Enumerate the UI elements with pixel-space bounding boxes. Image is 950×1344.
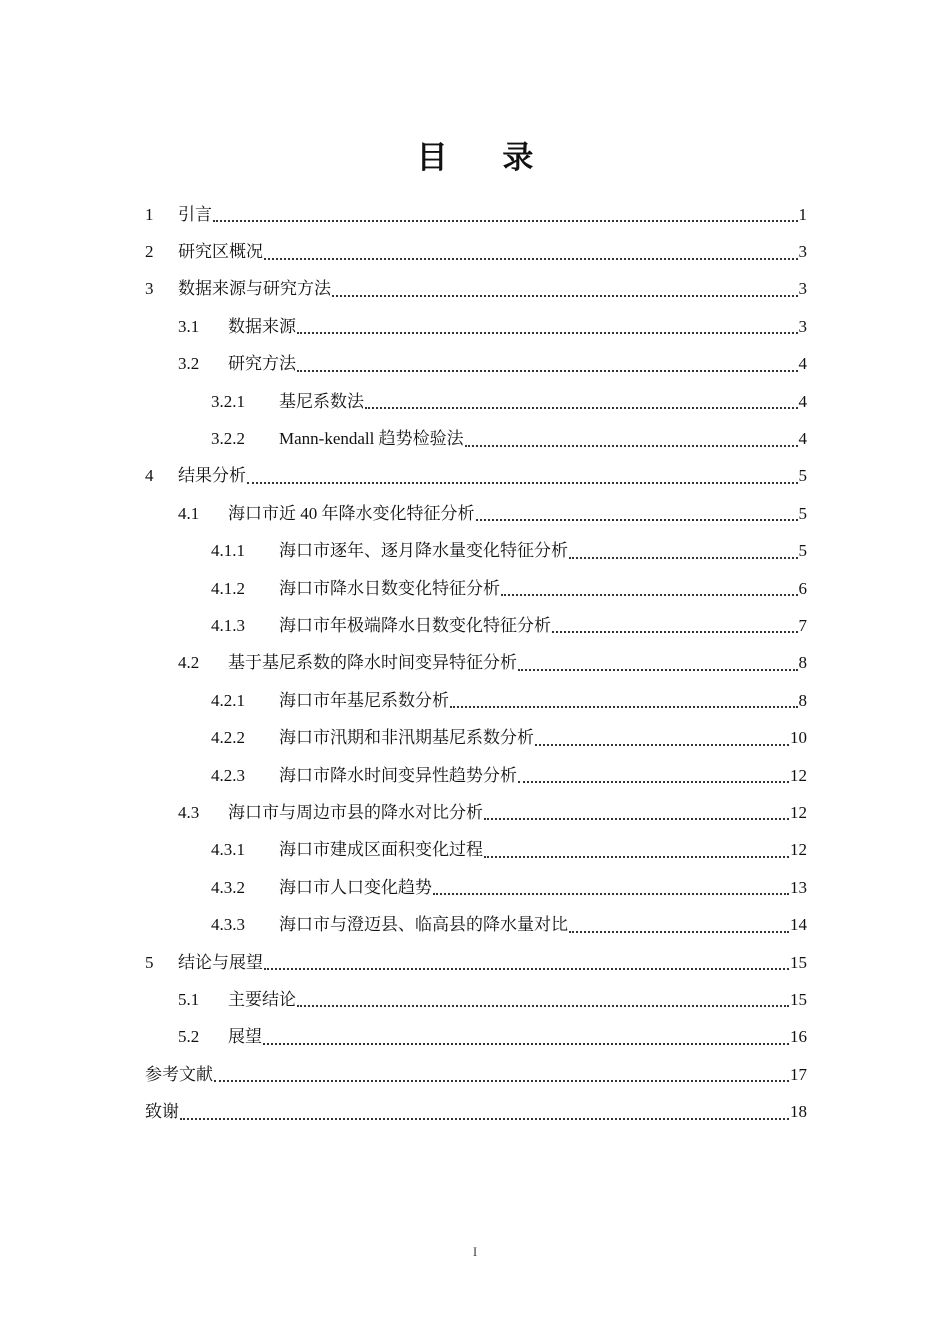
dot-leader — [465, 444, 798, 447]
toc-entry-page: 3 — [798, 279, 807, 299]
toc-entry-acknowledgements[interactable] — [145, 1093, 807, 1130]
toc-entry-page: 1 — [798, 204, 807, 224]
dot-leader — [518, 780, 789, 783]
toc-entry-title: 海口市汛期和非汛期基尼系数分析 — [279, 728, 534, 748]
toc-entry-page: 10 — [790, 728, 807, 748]
dot-leader — [518, 668, 798, 671]
toc-entry-number: 3 — [145, 279, 154, 299]
toc-entry-title: 海口市与澄迈县、临高县的降水量对比 — [279, 915, 568, 935]
toc-entry-title: 主要结论 — [228, 989, 296, 1009]
table-of-contents — [145, 196, 807, 1131]
toc-entry-number: 4.3.2 — [211, 877, 245, 897]
toc-entry-page: 15 — [790, 989, 807, 1009]
dot-leader — [433, 892, 789, 895]
toc-entry-title: 海口市年基尼系数分析 — [279, 690, 449, 710]
toc-entry-page: 13 — [790, 877, 807, 897]
toc-entry-number: 4.1.1 — [211, 541, 245, 561]
toc-entry-title: 数据来源与研究方法 — [178, 279, 331, 299]
dot-leader — [297, 1004, 789, 1007]
dot-leader — [263, 1042, 789, 1045]
toc-entry[interactable] — [145, 682, 807, 719]
toc-entry-page: 8 — [798, 690, 807, 710]
toc-entry-number: 4.3 — [178, 802, 200, 822]
toc-entry-page: 4 — [798, 354, 807, 374]
toc-entry[interactable] — [145, 420, 807, 457]
dot-leader — [247, 481, 798, 484]
toc-entry-title: 海口市建成区面积变化过程 — [279, 840, 483, 860]
toc-entry[interactable] — [145, 533, 807, 570]
toc-entry-page: 3 — [798, 316, 807, 336]
toc-entry[interactable] — [145, 794, 807, 831]
toc-entry-title: 海口市近 40 年降水变化特征分析 — [228, 503, 475, 523]
toc-entry-number: 4.2 — [178, 653, 200, 673]
toc-entry[interactable] — [145, 495, 807, 532]
toc-entry-number: 4.1.2 — [211, 578, 245, 598]
toc-entry-page: 6 — [798, 578, 807, 598]
toc-entry[interactable] — [145, 196, 807, 233]
toc-entry-title: 海口市与周边市县的降水对比分析 — [228, 802, 483, 822]
toc-entry-title: 研究区概况 — [178, 242, 263, 262]
toc-entry[interactable] — [145, 308, 807, 345]
dot-leader — [484, 817, 789, 820]
toc-entry[interactable] — [145, 607, 807, 644]
toc-entry[interactable] — [145, 645, 807, 682]
toc-entry-title: 基尼系数法 — [279, 391, 364, 411]
dot-leader — [535, 743, 789, 746]
toc-entry[interactable] — [145, 346, 807, 383]
toc-entry-title: 引言 — [178, 204, 212, 224]
toc-entry-page: 12 — [790, 840, 807, 860]
toc-entry-number: 4.2.3 — [211, 765, 245, 785]
dot-leader — [501, 593, 798, 596]
toc-entry-page: 18 — [790, 1102, 807, 1122]
toc-entry-page: 12 — [790, 765, 807, 785]
toc-entry[interactable] — [145, 719, 807, 756]
toc-entry[interactable] — [145, 906, 807, 943]
toc-entry-number: 5 — [145, 952, 154, 972]
toc-entry-title: 参考文献 — [145, 1064, 213, 1084]
toc-entry-number: 4.3.3 — [211, 915, 245, 935]
toc-entry-page: 3 — [798, 242, 807, 262]
toc-entry[interactable] — [145, 981, 807, 1018]
toc-entry-title: 海口市降水时间变异性趋势分析 — [279, 765, 517, 785]
dot-leader — [569, 556, 798, 559]
dot-leader — [450, 705, 798, 708]
toc-entry-page: 5 — [798, 466, 807, 486]
page-title: 目 录 — [416, 140, 556, 176]
toc-entry-number: 3.2.2 — [211, 429, 245, 449]
toc-entry-title: 海口市逐年、逐月降水量变化特征分析 — [279, 541, 568, 561]
toc-entry-number: 3.1 — [178, 316, 200, 336]
toc-entry[interactable] — [145, 832, 807, 869]
toc-entry-title: 结论与展望 — [178, 952, 263, 972]
toc-entry-page: 17 — [790, 1064, 807, 1084]
dot-leader — [264, 967, 789, 970]
toc-entry[interactable] — [145, 458, 807, 495]
toc-entry-references[interactable] — [145, 1056, 807, 1093]
toc-entry[interactable] — [145, 757, 807, 794]
dot-leader — [264, 257, 798, 260]
page-number: I — [472, 1244, 478, 1259]
toc-entry-number: 4.2.2 — [211, 728, 245, 748]
toc-entry-title: 展望 — [228, 1027, 262, 1047]
dot-leader — [297, 331, 798, 334]
toc-entry-page: 16 — [790, 1027, 807, 1047]
toc-entry-page: 5 — [798, 541, 807, 561]
toc-entry-number: 4.1 — [178, 503, 200, 523]
toc-entry-title: 致谢 — [145, 1102, 179, 1122]
toc-entry-title: Mann-kendall 趋势检验法 — [279, 429, 464, 449]
dot-leader — [484, 855, 789, 858]
toc-entry-number: 5.2 — [178, 1027, 200, 1047]
dot-leader — [214, 1079, 789, 1082]
toc-entry-page: 14 — [790, 915, 807, 935]
toc-entry[interactable] — [145, 233, 807, 270]
toc-entry-page: 4 — [798, 429, 807, 449]
toc-entry-page: 4 — [798, 391, 807, 411]
dot-leader — [180, 1117, 789, 1120]
toc-entry-page: 15 — [790, 952, 807, 972]
toc-entry-page: 5 — [798, 503, 807, 523]
toc-entry-title: 研究方法 — [228, 354, 296, 374]
toc-entry-page: 12 — [790, 802, 807, 822]
toc-entry[interactable] — [145, 271, 807, 308]
toc-entry-number: 4 — [145, 466, 154, 486]
dot-leader — [365, 406, 798, 409]
dot-leader — [476, 518, 798, 521]
toc-entry[interactable] — [145, 570, 807, 607]
dot-leader — [569, 930, 789, 933]
dot-leader — [213, 219, 798, 222]
dot-leader — [297, 369, 798, 372]
toc-entry-number: 2 — [145, 242, 154, 262]
toc-entry-page: 8 — [798, 653, 807, 673]
toc-entry[interactable] — [145, 944, 807, 981]
toc-entry-title: 海口市人口变化趋势 — [279, 877, 432, 897]
toc-entry-title: 海口市年极端降水日数变化特征分析 — [279, 615, 551, 635]
toc-entry-title: 数据来源 — [228, 316, 296, 336]
toc-entry-number: 5.1 — [178, 989, 200, 1009]
dot-leader — [332, 294, 798, 297]
toc-entry[interactable] — [145, 1019, 807, 1056]
toc-entry-number: 3.2.1 — [211, 391, 245, 411]
toc-entry[interactable] — [145, 869, 807, 906]
toc-entry[interactable] — [145, 383, 807, 420]
toc-entry-title: 结果分析 — [178, 466, 246, 486]
toc-entry-number: 1 — [145, 204, 154, 224]
toc-entry-number: 3.2 — [178, 354, 200, 374]
toc-entry-number: 4.3.1 — [211, 840, 245, 860]
toc-entry-page: 7 — [798, 615, 807, 635]
dot-leader — [552, 630, 798, 633]
toc-entry-number: 4.1.3 — [211, 615, 245, 635]
toc-entry-title: 海口市降水日数变化特征分析 — [279, 578, 500, 598]
toc-entry-title: 基于基尼系数的降水时间变异特征分析 — [228, 653, 517, 673]
toc-entry-number: 4.2.1 — [211, 690, 245, 710]
